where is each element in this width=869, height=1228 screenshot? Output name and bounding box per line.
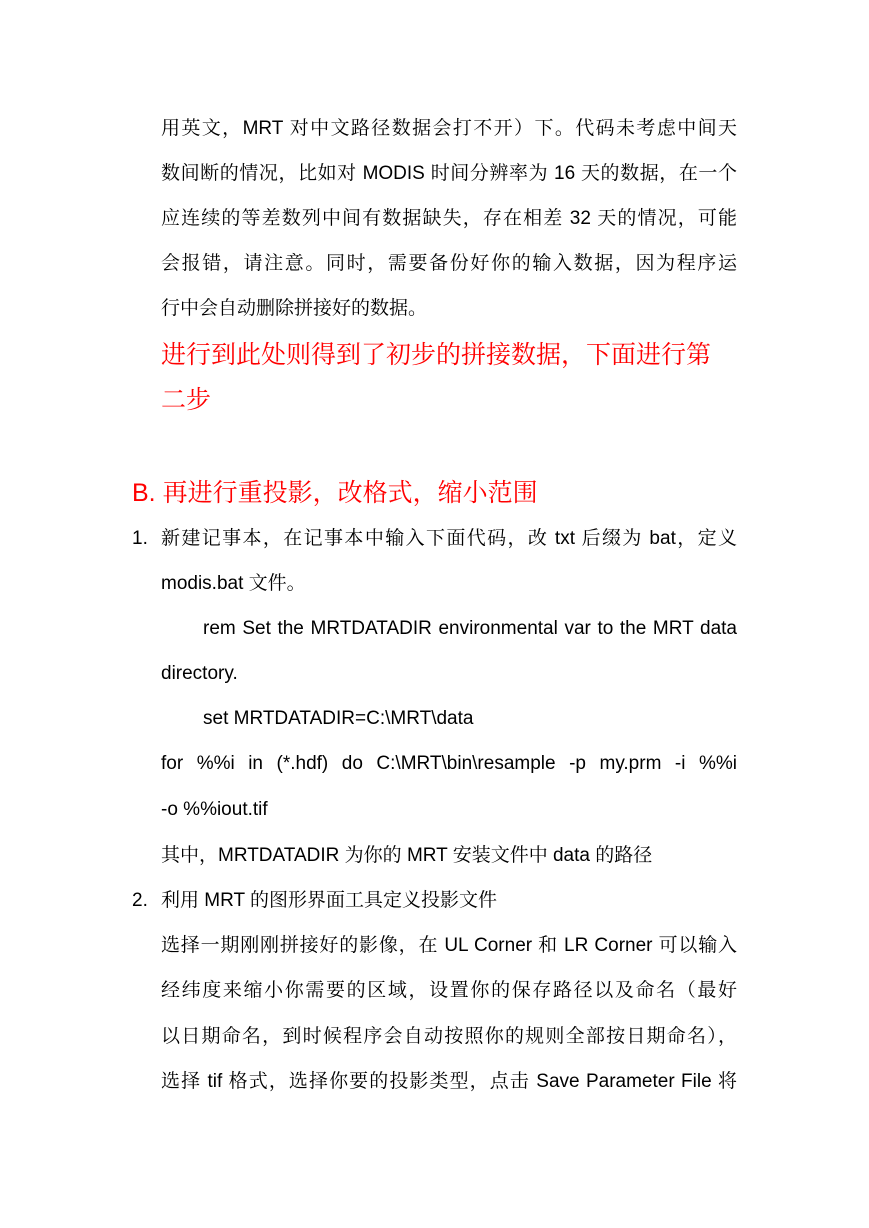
- paragraph-line: 行中会自动删除拼接好的数据。: [161, 298, 428, 319]
- section-b-heading: B. 再进行重投影，改格式，缩小范围: [132, 479, 538, 507]
- red-note-line: 二步: [161, 386, 212, 414]
- code-line: set MRTDATADIR=C:\MRT\data: [203, 708, 474, 729]
- paragraph-line: 会报错，请注意。同时，需要备份好你的输入数据，因为程序运: [161, 253, 737, 274]
- step-number: 1.: [132, 528, 148, 549]
- paragraph-line: 应连续的等差数列中间有数据缺失，存在相差 32 天的情况，可能: [161, 208, 737, 229]
- paragraph-line: 数间断的情况，比如对 MODIS 时间分辨率为 16 天的数据，在一个: [161, 163, 737, 184]
- code-line: -o %%iout.tif: [161, 799, 268, 820]
- paragraph-line: 用英文，MRT 对中文路径数据会打不开）下。代码未考虑中间天: [161, 118, 737, 139]
- step-line: 选择 tif 格式，选择你要的投影类型，点击 Save Parameter File 将: [161, 1071, 737, 1092]
- step-line: 以日期命名，到时候程序会自动按照你的规则全部按日期命名），: [161, 1026, 737, 1047]
- code-line: directory.: [161, 663, 238, 684]
- code-line: rem Set the MRTDATADIR environmental var to the MRT data: [203, 618, 737, 639]
- step-note: 其中，MRTDATADIR 为你的 MRT 安装文件中 data 的路径: [161, 845, 653, 866]
- step-line: 经纬度来缩小你需要的区域，设置你的保存路径以及命名（最好: [161, 980, 737, 1001]
- step-title: 利用 MRT 的图形界面工具定义投影文件: [161, 890, 498, 911]
- step-line: 新建记事本，在记事本中输入下面代码，改 txt 后缀为 bat，定义: [161, 528, 737, 549]
- code-line: for %%i in (*.hdf) do C:\MRT\bin\resample -p my.prm -i %%i: [161, 753, 737, 774]
- step-number: 2.: [132, 890, 148, 911]
- step-line: 选择一期刚刚拼接好的影像，在 UL Corner 和 LR Corner 可以输入: [161, 935, 737, 956]
- step-line: modis.bat 文件。: [161, 573, 306, 594]
- red-note-line: 进行到此处则得到了初步的拼接数据，下面进行第: [161, 341, 712, 369]
